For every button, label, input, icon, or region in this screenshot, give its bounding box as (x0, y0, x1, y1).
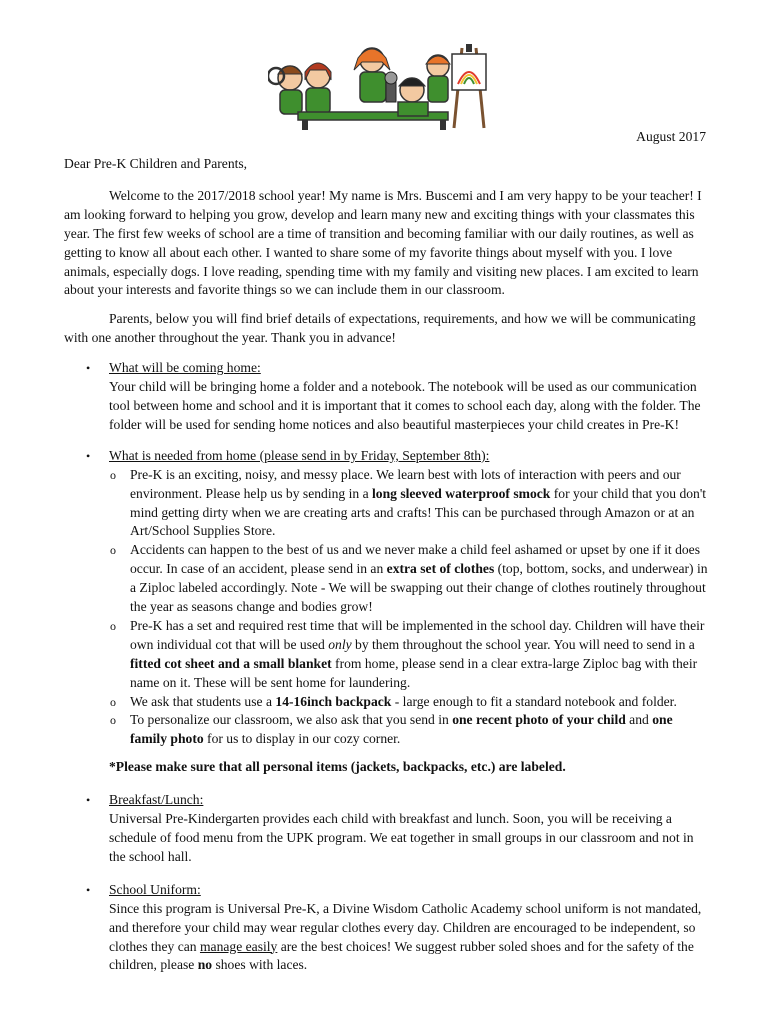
item-text: and (625, 712, 653, 728)
section-needed-from-home (64, 447, 709, 777)
item-emphasis: fitted cot sheet and a small blanket (130, 655, 332, 671)
item-italic: only (328, 636, 352, 652)
bullet-icon: • (86, 361, 91, 376)
sub-bullet-icon: o (110, 713, 116, 728)
item-text: by them throughout the school year. You will need to send in a (351, 636, 695, 652)
item-emphasis: long sleeved waterproof smock (372, 485, 551, 501)
item-emphasis: 14-16inch backpack (275, 693, 392, 709)
section-text: Since this program is Universal Pre-K, a Divine Wisdom Catholic Academy school uniform is not mandated, and therefore your child may wear regular clothes every day. Children are encouraged to be independent, so clothes they can (109, 900, 702, 954)
needed-item-clothes (109, 541, 709, 617)
item-text: We ask that students use a (130, 693, 276, 709)
needed-item-backpack (109, 693, 709, 712)
bullet-icon: • (86, 793, 91, 808)
salutation: Dear Pre-K Children and Parents, (64, 156, 248, 171)
section-text: are the best choices! We suggest rubber soled shoes and for the safety of the children, please (109, 938, 694, 973)
section-list (64, 359, 709, 975)
item-emphasis: one family photo (130, 712, 673, 747)
section-text: Your child will be bringing home a folder and a notebook. The notebook will be used as our communication tool between home and school and it is important that it comes to school each day, along with the folder. The folder will be used for sending home notices and also beautiful masterpieces your child creates in Pre-K! (109, 379, 701, 432)
section-text: shoes with laces. (212, 957, 308, 973)
section-heading: School Uniform: (109, 881, 201, 897)
section-underlined-text: manage easily (199, 938, 278, 954)
sub-bullet-icon: o (110, 467, 116, 482)
item-text: Pre-K is an exciting, noisy, and messy place. We learn best with lots of interaction with peers and our environment. Please help us by sending in a (130, 466, 681, 501)
intro-paragraph-1: Welcome to the 2017/2018 school year! My name is Mrs. Buscemi and I am very happy to be your teacher! I am looking forward to helping you grow, develop and learn many new and exciting things with your classmates this year. The first few weeks of school are a time of transition and becoming familiar with our daily routines, as well as getting to know all about each other. I wanted to share some of my favorite things about myself with you. I love animals, especially dogs. I love reading, spending time with my family and visiting new places. I am excited to learn about your interests and favorite things so we can include them in our classroom. (64, 187, 702, 298)
item-text: from home, please send in a clear extra-large Ziploc bag with their name on it. These will be sent home for laundering. (130, 655, 698, 690)
item-emphasis: extra set of clothes (386, 561, 495, 577)
bullet-icon: • (86, 448, 91, 463)
section-school-uniform (64, 881, 709, 976)
section-coming-home (64, 359, 709, 435)
item-text: (top, bottom, socks, and underwear) in a Ziploc labeled accordingly. Note - We will be swapping out their change of clothes routinely throughout the year as seasons change and bodies grow! (130, 561, 708, 615)
item-text: To personalize our classroom, we also ask that you send in (130, 712, 453, 728)
bullet-icon: • (86, 882, 91, 897)
sub-bullet-icon: o (110, 618, 116, 633)
section-heading: Breakfast/Lunch: (109, 792, 204, 808)
needed-item-cot-sheet (109, 617, 709, 693)
item-text: for us to display in our cozy corner. (203, 731, 401, 747)
labeling-note: *Please make sure that all personal items (jackets, backpacks, etc.) are labeled. (109, 759, 566, 775)
needed-item-photos (109, 711, 709, 749)
sub-bullet-icon: o (110, 694, 116, 709)
item-text: Accidents can happen to the best of us and we never make a child feel ashamed or upset by one if it does occur. In case of an accident, please send in an (130, 542, 700, 577)
letter-date: August 2017 (636, 129, 706, 144)
section-emphasis: no (197, 957, 213, 973)
item-text: for your child that you don't mind getting dirty when we are creating arts and crafts! This can be purchased through Amazon or at an Art/School Supplies Store. (130, 485, 707, 539)
letter-body (64, 155, 709, 987)
section-heading: What will be coming home: (109, 360, 261, 376)
section-heading: What is needed from home (please send in by Friday, September 8th): (109, 447, 490, 463)
item-text: - large enough to fit a standard notebook and folder. (391, 693, 677, 709)
children-classroom-clipart-icon (268, 40, 490, 132)
item-emphasis: one recent photo of your child (452, 712, 626, 728)
item-text: Pre-K has a set and required rest time that will be implemented in the school day. Children will have their own individual cot that will be used (130, 617, 705, 652)
section-breakfast-lunch (64, 791, 709, 867)
needed-item-smock (109, 466, 709, 542)
sub-bullet-icon: o (110, 543, 116, 558)
intro-paragraph-2: Parents, below you will find brief details of expectations, requirements, and how we will be communicating with one another throughout the year. Thank you in advance! (64, 311, 696, 346)
needed-items-list (109, 466, 709, 750)
section-text: Universal Pre-Kindergarten provides each child with breakfast and lunch. Soon, you will be receiving a schedule of food menu from the UPK program. We eat together in small groups in our classroom and not in the school hall. (109, 811, 694, 864)
